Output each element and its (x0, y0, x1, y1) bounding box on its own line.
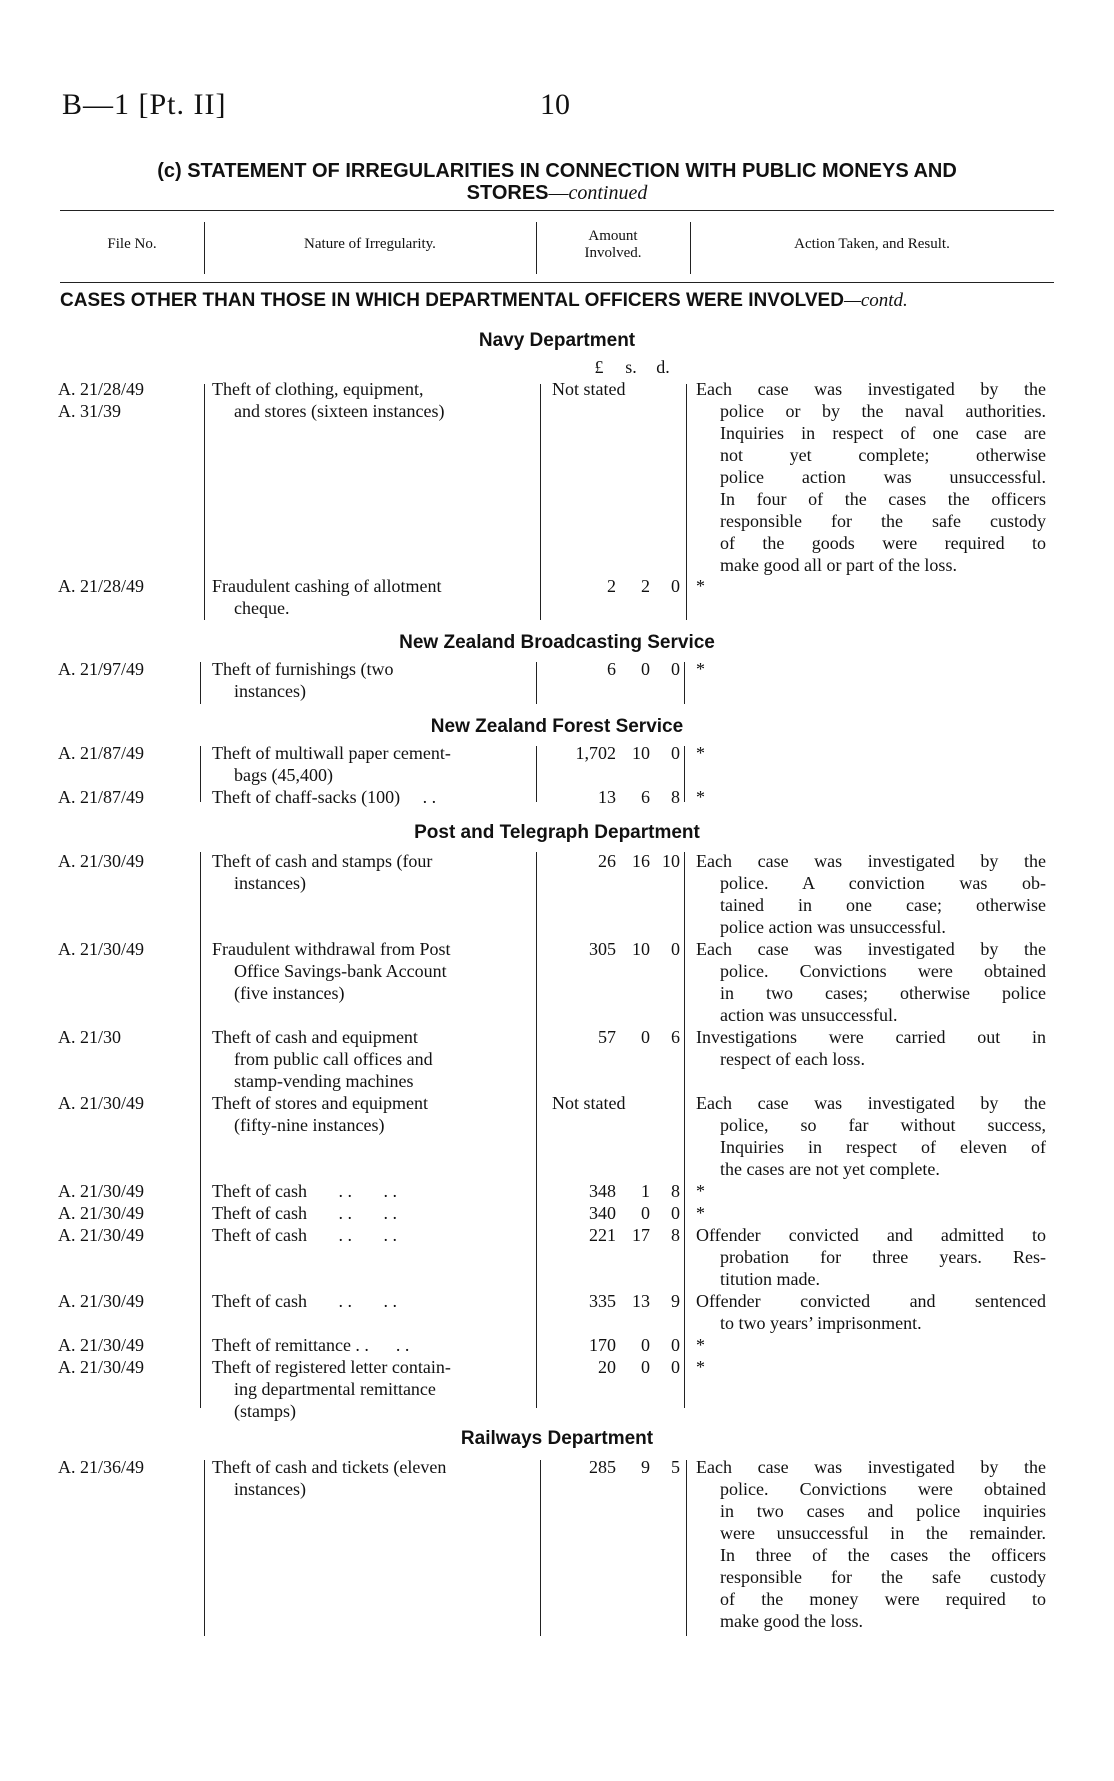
file-no: A. 21/30/49 (58, 939, 145, 959)
amount-pence: 0 (671, 1335, 680, 1355)
action-line: Inquiries in respect of eleven of (720, 1137, 1046, 1157)
nature-line: Theft of cash and stamps (four (212, 851, 433, 871)
nature-line: Theft of registered letter contain- (212, 1357, 451, 1377)
action-line: police. Convictions were obtained (720, 961, 1046, 981)
amount-pounds: 335 (589, 1291, 616, 1311)
action-line: action was unsuccessful. (720, 1005, 898, 1025)
action (696, 850, 1046, 938)
action: * (696, 743, 705, 763)
column-rule (684, 662, 685, 704)
amount (540, 1202, 680, 1224)
file-no (58, 378, 198, 422)
column-action: Action Taken, and Result. (794, 236, 950, 252)
action-line: make good all or part of the loss. (720, 555, 957, 575)
amount (540, 1224, 680, 1246)
amount-shillings: 10 (632, 743, 650, 763)
amount-shillings: 0 (641, 1357, 650, 1377)
action-line: respect of each loss. (720, 1049, 865, 1069)
action-line: Offender convicted and admitted to (696, 1225, 1046, 1245)
action-line: not yet complete; otherwise (720, 445, 1046, 465)
amount-pence: 0 (671, 743, 680, 763)
action-line: Each case was investigated by the (696, 1093, 1046, 1113)
amount-shillings: 0 (641, 1203, 650, 1223)
action-line: In four of the cases the officers (720, 489, 1046, 509)
action (696, 1092, 1046, 1180)
amount-pounds: 13 (598, 787, 616, 807)
action-line: in two cases; otherwise police (720, 983, 1046, 1003)
nature: Theft of cash . . . . (212, 1225, 397, 1245)
nature (212, 1026, 528, 1092)
nature-line: (fifty-nine instances) (234, 1115, 385, 1135)
action (696, 1456, 1046, 1632)
amount-shillings: 1 (641, 1181, 650, 1201)
amount-pounds: 2 (607, 576, 616, 596)
amount: Not stated (552, 379, 626, 399)
amount-shillings: 0 (641, 1027, 650, 1047)
nature-line: Fraudulent cashing of allotment (212, 576, 442, 596)
column-rule (204, 384, 205, 620)
column-rule (686, 384, 687, 620)
amount (540, 938, 680, 960)
file-no: A. 21/30/49 (58, 1225, 145, 1245)
amount-shillings: 6 (641, 787, 650, 807)
main-heading (60, 290, 1060, 312)
pounds-symbol: £ (594, 357, 604, 377)
title-dash: — (548, 182, 569, 204)
amount (540, 1456, 680, 1478)
file-no-line: A. 21/28/49 (58, 379, 145, 399)
nature: Theft of remittance . . . . (212, 1335, 410, 1355)
column-rule (684, 852, 685, 1408)
amount (540, 1290, 680, 1312)
amount (540, 1356, 680, 1378)
action: * (696, 1357, 705, 1377)
column-rule (536, 852, 537, 1408)
column-amount-line2: Involved. (584, 245, 642, 261)
column-rule (200, 662, 201, 704)
amount-pence: 0 (671, 1203, 680, 1223)
action-line: In three of the cases the officers (720, 1545, 1046, 1565)
page-number: 10 (540, 88, 570, 121)
nature (212, 1092, 528, 1136)
column-rule (200, 852, 201, 1408)
title-stores: STORES (466, 182, 549, 204)
nature-line: from public call offices and (234, 1049, 433, 1069)
pence-symbol: d. (656, 357, 670, 377)
nature (212, 378, 528, 422)
nature-line: (stamps) (234, 1401, 296, 1421)
file-no: A. 21/30/49 (58, 1291, 145, 1311)
action-line: of the goods were required to (720, 533, 1046, 553)
file-no: A. 21/28/49 (58, 576, 145, 596)
file-no: A. 21/30/49 (58, 1335, 145, 1355)
amount (540, 742, 680, 764)
section-forest: New Zealand Forest Service (430, 716, 684, 737)
amount-shillings: 13 (632, 1291, 650, 1311)
column-rule (536, 662, 537, 704)
action-line: of the money were required to (720, 1589, 1046, 1609)
action-line: police, so far without success, (720, 1115, 1046, 1135)
action-line: responsible for the safe custody (720, 1567, 1046, 1587)
amount (540, 1180, 680, 1202)
nature (212, 658, 528, 702)
file-no: A. 21/87/49 (58, 787, 145, 807)
amount-pence: 10 (662, 851, 680, 871)
header-top-rule (60, 210, 1054, 211)
amount (540, 575, 680, 597)
column-nature: Nature of Irregularity. (304, 236, 436, 252)
amount-pence: 9 (671, 1291, 680, 1311)
amount-pence: 0 (671, 576, 680, 596)
amount-pence: 5 (671, 1457, 680, 1477)
amount-shillings: 10 (632, 939, 650, 959)
action: * (696, 1335, 705, 1355)
file-no: A. 21/36/49 (58, 1457, 145, 1477)
column-rule (536, 746, 537, 802)
action-line: in two cases and police inquiries (720, 1501, 1046, 1521)
file-no: A. 21/30/49 (58, 1093, 145, 1113)
column-rule (684, 746, 685, 802)
action-line: Offender convicted and sentenced (696, 1291, 1046, 1311)
amount (540, 786, 680, 808)
action-line: Inquiries in respect of one case are (720, 423, 1046, 443)
amount-pence: 8 (671, 1225, 680, 1245)
nature-line: cheque. (234, 598, 290, 618)
action: * (696, 1181, 705, 1201)
nature-line: Theft of furnishings (two (212, 659, 394, 679)
column-rule (686, 1460, 687, 1636)
column-rule (540, 1460, 541, 1636)
column-amount-line1: Amount (588, 228, 638, 244)
column-rule (200, 746, 201, 802)
amount-pounds: 20 (598, 1357, 616, 1377)
main-heading-text: CASES OTHER THAN THOSE IN WHICH DEPARTMENTAL OFFICERS WERE INVOLVED (60, 290, 844, 311)
main-heading-suffix: —contd. (843, 290, 908, 311)
amount-pounds: 1,702 (575, 743, 616, 763)
amount-pounds: 6 (607, 659, 616, 679)
action-line: tained in one case; otherwise (720, 895, 1046, 915)
amount-pence: 0 (671, 1357, 680, 1377)
action-line: police. A conviction was ob- (720, 873, 1046, 893)
action-line: police or by the naval authorities. (720, 401, 1046, 421)
currency-header (583, 357, 679, 378)
amount-pounds: 221 (589, 1225, 616, 1245)
file-no: A. 21/30 (58, 1027, 121, 1047)
action (696, 1224, 1046, 1290)
file-no: A. 21/30/49 (58, 851, 145, 871)
title-continued: continued (568, 182, 648, 204)
action-line: Each case was investigated by the (696, 939, 1046, 959)
file-no: A. 21/87/49 (58, 743, 145, 763)
nature (212, 575, 528, 619)
nature-line: stamp-vending machines (234, 1071, 414, 1091)
nature (212, 850, 528, 894)
amount-pounds: 57 (598, 1027, 616, 1047)
nature-line: Theft of cash and equipment (212, 1027, 418, 1047)
nature-line: (five instances) (234, 983, 345, 1003)
amount: Not stated (552, 1093, 626, 1113)
shillings-symbol: s. (625, 357, 637, 377)
amount-pence: 8 (671, 1181, 680, 1201)
column-amount (536, 228, 690, 262)
amount-pounds: 285 (589, 1457, 616, 1477)
amount-pence: 0 (671, 659, 680, 679)
nature-line: Theft of stores and equipment (212, 1093, 428, 1113)
file-no: A. 21/30/49 (58, 1357, 145, 1377)
nature-line: ing departmental remittance (234, 1379, 436, 1399)
action: * (696, 787, 705, 807)
amount-pounds: 170 (589, 1335, 616, 1355)
file-no: A. 21/30/49 (58, 1203, 145, 1223)
action-line: make good the loss. (720, 1611, 863, 1631)
nature: Theft of chaff-sacks (100) . . (212, 787, 437, 807)
nature-line: bags (45,400) (234, 765, 333, 785)
action (696, 1290, 1046, 1334)
amount-pounds: 305 (589, 939, 616, 959)
amount (540, 850, 680, 872)
amount-shillings: 0 (641, 659, 650, 679)
action-line: titution made. (720, 1269, 820, 1289)
nature: Theft of cash . . . . (212, 1181, 397, 1201)
amount-shillings: 9 (641, 1457, 650, 1477)
amount-pence: 0 (671, 939, 680, 959)
action-line: Each case was investigated by the (696, 379, 1046, 399)
nature (212, 938, 528, 1004)
file-no: A. 21/97/49 (58, 659, 145, 679)
document-reference: B—1 [Pt. II] (62, 88, 227, 121)
action (696, 1026, 1046, 1070)
nature-line: Theft of clothing, equipment, (212, 379, 424, 399)
header-bottom-rule (60, 282, 1054, 283)
nature: Theft of cash . . . . (212, 1291, 397, 1311)
amount-shillings: 16 (632, 851, 650, 871)
nature-line: Theft of multiwall paper cement- (212, 743, 451, 763)
action-line: probation for three years. Res- (720, 1247, 1046, 1267)
amount (540, 1334, 680, 1356)
action: * (696, 1203, 705, 1223)
amount (540, 658, 680, 680)
amount-pounds: 348 (589, 1181, 616, 1201)
section-railways: Railways Department (460, 1428, 654, 1449)
amount-pounds: 26 (598, 851, 616, 871)
action-line: police action was unsuccessful. (720, 917, 946, 937)
action-line: police action was unsuccessful. (720, 467, 1046, 487)
action-line: police. Convictions were obtained (720, 1479, 1046, 1499)
amount-pence: 6 (671, 1027, 680, 1047)
nature (212, 1356, 528, 1422)
nature-line: instances) (234, 681, 306, 701)
amount-pounds: 340 (589, 1203, 616, 1223)
amount-shillings: 0 (641, 1335, 650, 1355)
nature-line: Theft of cash and tickets (eleven (212, 1457, 447, 1477)
statement-title-continued (60, 182, 1054, 204)
section-navy: Navy Department (478, 330, 636, 351)
amount-pence: 8 (671, 787, 680, 807)
amount (540, 1026, 680, 1048)
action (696, 938, 1046, 1026)
action: * (696, 576, 705, 596)
action-line: the cases are not yet complete. (720, 1159, 940, 1179)
nature-line: instances) (234, 873, 306, 893)
action-line: to two years’ imprisonment. (720, 1313, 922, 1333)
file-no: A. 21/30/49 (58, 1181, 145, 1201)
nature (212, 1456, 528, 1500)
nature-line: Fraudulent withdrawal from Post (212, 939, 451, 959)
action: * (696, 659, 705, 679)
action-line: Each case was investigated by the (696, 851, 1046, 871)
nature (212, 742, 528, 786)
action-line: Investigations were carried out in (696, 1027, 1046, 1047)
action-line: Each case was investigated by the (696, 1457, 1046, 1477)
column-rule (204, 1460, 205, 1636)
amount-shillings: 17 (632, 1225, 650, 1245)
action-line: were unsuccessful in the remainder. (720, 1523, 1046, 1543)
nature-line: instances) (234, 1479, 306, 1499)
action-line: responsible for the safe custody (720, 511, 1046, 531)
section-post-telegraph: Post and Telegraph Department (414, 822, 700, 843)
column-file-no: File No. (107, 236, 157, 252)
nature-line: and stores (sixteen instances) (234, 401, 445, 421)
amount-shillings: 2 (641, 576, 650, 596)
statement-title: (c) STATEMENT OF IRREGULARITIES IN CONNECTION WITH PUBLIC MONEYS AND (157, 160, 957, 182)
nature-line: Office Savings-bank Account (234, 961, 447, 981)
nature: Theft of cash . . . . (212, 1203, 397, 1223)
file-no-line: A. 31/39 (58, 401, 121, 421)
action (696, 378, 1046, 576)
section-broadcasting: New Zealand Broadcasting Service (399, 632, 715, 653)
